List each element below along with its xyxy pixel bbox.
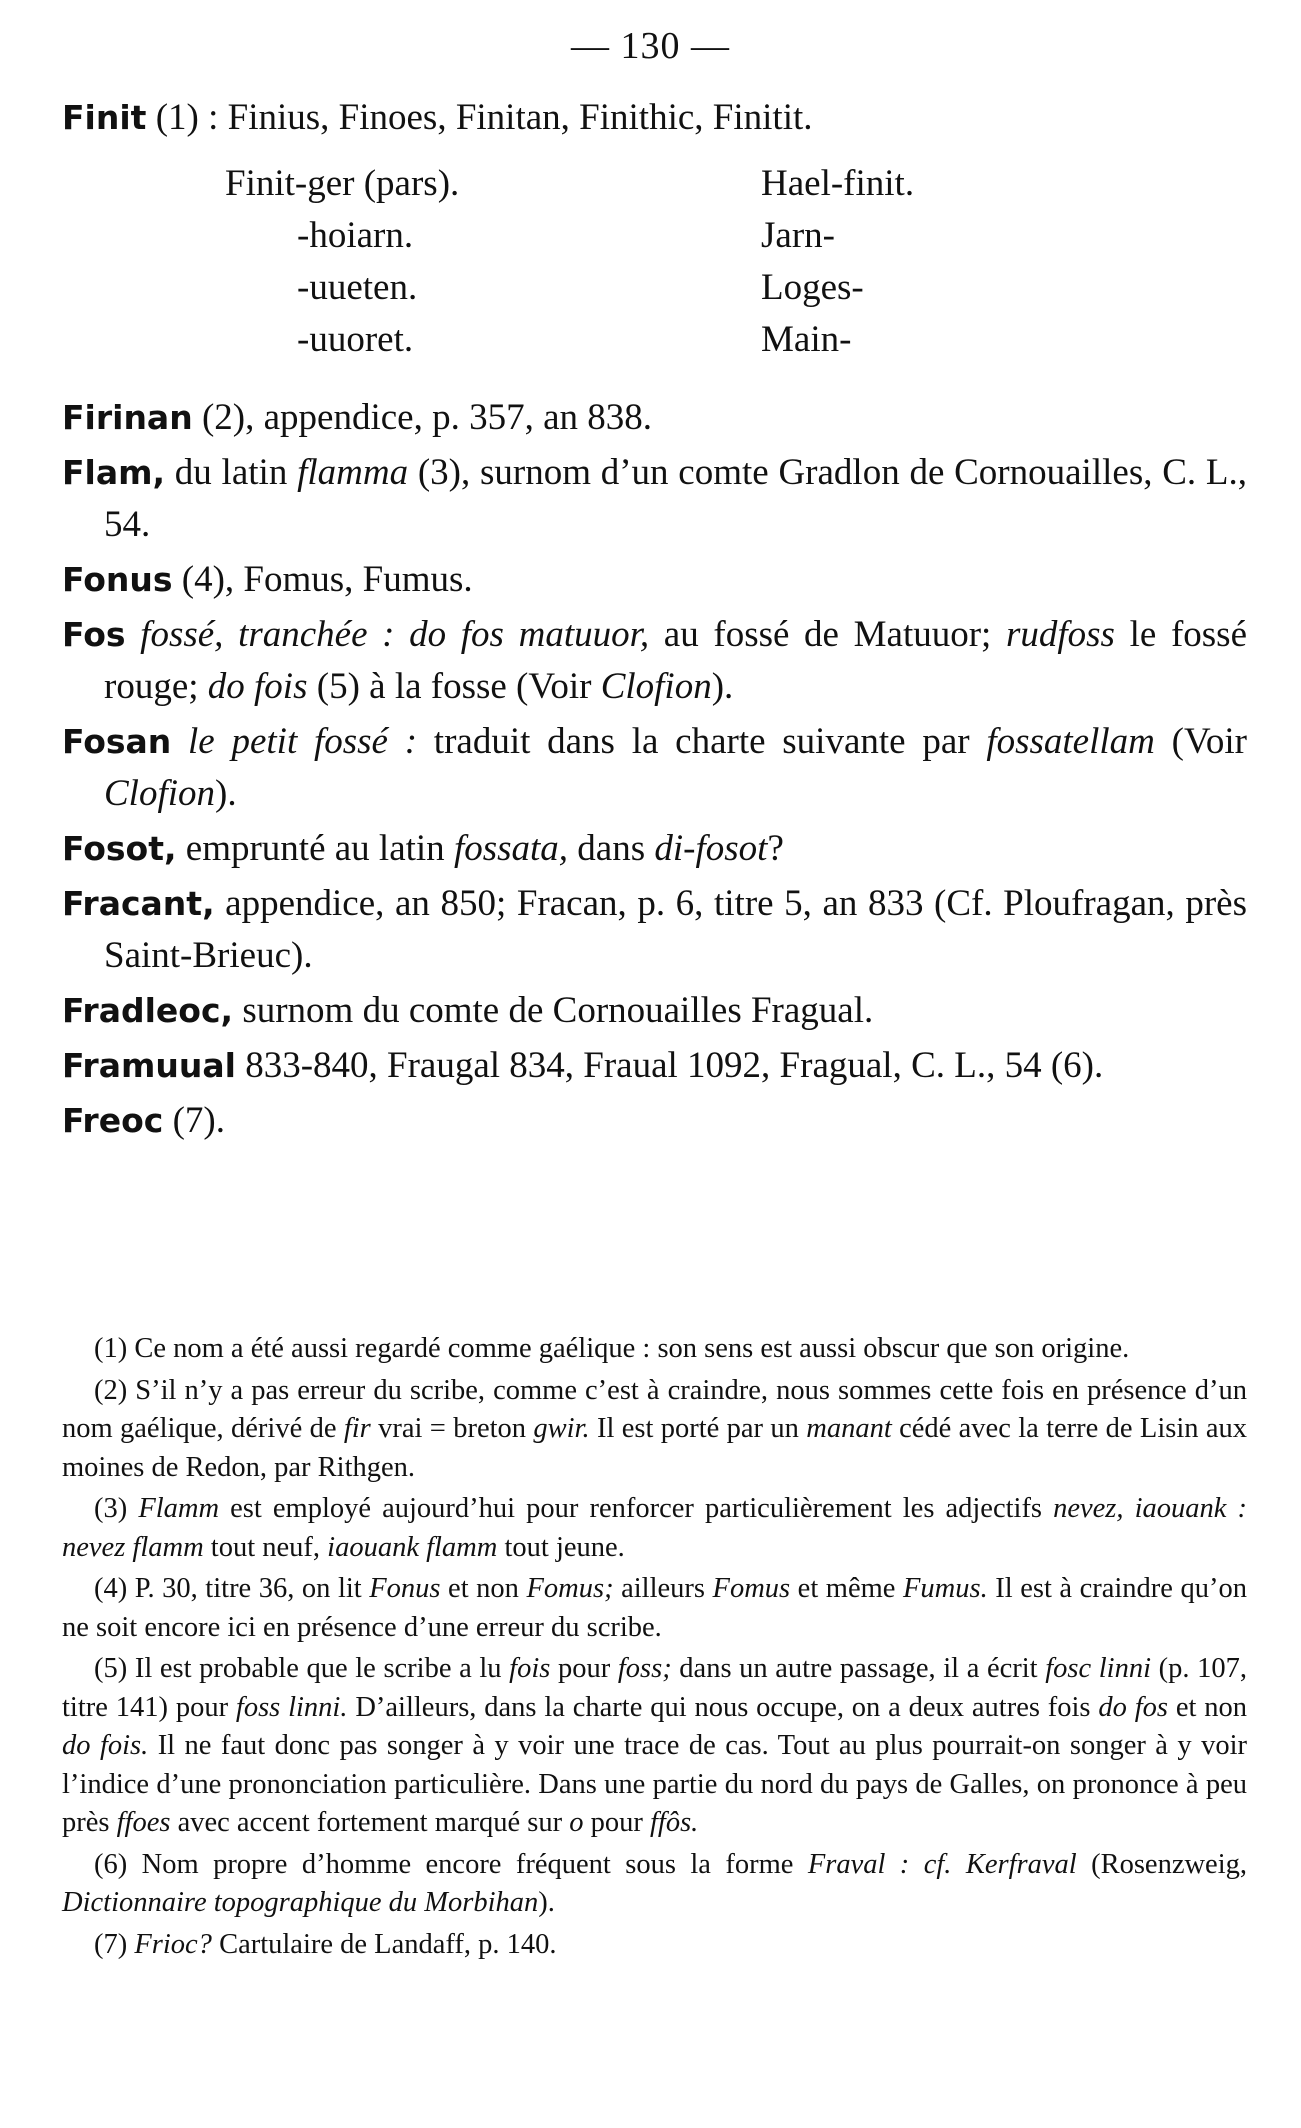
footnote-1 bbox=[62, 1330, 1247, 1369]
entry-italic: di-fosot bbox=[654, 828, 768, 869]
footnote-2 bbox=[62, 1372, 1247, 1488]
entry-fracant bbox=[62, 878, 1247, 982]
entry-text: (5) à la fosse (Voir bbox=[307, 666, 601, 707]
footnote-text: Il ne faut donc pas songer à y voir une trace de cas. Tout au plus pourrait-on songer à y voir l’indice d’une prononciation particulière. Dans une partie du nord du pays de Galles, on prononce à peu près bbox=[62, 1730, 1247, 1838]
footnote-text: ailleurs bbox=[613, 1573, 713, 1604]
footnote-text: pour bbox=[583, 1807, 650, 1838]
footnote-text: cédé avec la terre de Lisin aux moines de Redon, par Rithgen. bbox=[62, 1413, 1247, 1483]
footnote-text: (5) Il est probable que le scribe a lu bbox=[94, 1653, 510, 1684]
headword: Firinan bbox=[62, 398, 193, 437]
footnote-italic: Fonus bbox=[369, 1573, 441, 1604]
footnote-text: avec accent fortement marqué sur bbox=[170, 1807, 570, 1838]
entry-finit bbox=[62, 92, 1247, 144]
footnote-6 bbox=[62, 1846, 1247, 1923]
entries bbox=[62, 92, 1247, 1150]
footnote-text: (p. 107, titre 141) pour bbox=[62, 1653, 1247, 1723]
compound: -uuoret. bbox=[297, 319, 414, 360]
headword: Framuual bbox=[62, 1046, 236, 1085]
footnote-italic: Fomus; bbox=[526, 1573, 614, 1604]
footnote-italic: do fois. bbox=[62, 1730, 149, 1761]
entry-text: dans bbox=[568, 828, 655, 869]
footnote-text: pour bbox=[550, 1653, 618, 1684]
footnote-italic: foss; bbox=[617, 1653, 672, 1684]
entry-italic: fossatellam bbox=[986, 721, 1155, 762]
headword: Finit bbox=[62, 98, 147, 137]
entry-text: (Voir bbox=[1154, 721, 1247, 762]
footnote-5 bbox=[62, 1650, 1247, 1843]
entry-text: appendice, an 850; Fracan, p. 6, titre 5, an 833 (Cf. Ploufragan, près Saint-Brieuc). bbox=[104, 883, 1247, 976]
entry-text: surnom du comte de Cornouailles Fragual. bbox=[233, 990, 874, 1031]
footnote-text: tout jeune. bbox=[497, 1531, 625, 1563]
entry-text: au fossé de Matuuor; bbox=[649, 614, 1006, 655]
headword: Fos bbox=[62, 615, 126, 654]
headword: Fonus bbox=[62, 560, 173, 599]
compounds-left bbox=[62, 158, 655, 366]
footnote-text: Il est à craindre qu’on ne soit encore ici en présence d’une erreur du scribe. bbox=[62, 1573, 1247, 1643]
footnote-text: et non bbox=[440, 1573, 527, 1604]
compounds-right bbox=[655, 158, 914, 366]
entry-text: (2), appendice, p. 357, an 838. bbox=[192, 397, 652, 438]
footnote-text: et non bbox=[1167, 1691, 1247, 1723]
page-number: — 130 — bbox=[571, 25, 730, 67]
footnote-text: tout neuf, bbox=[203, 1531, 328, 1563]
footnote-text: (6) Nom propre d’homme encore fréquent sous la forme bbox=[94, 1848, 808, 1880]
entry-text: ? bbox=[767, 828, 784, 869]
compound: Main- bbox=[761, 319, 852, 360]
footnote-italic: Fomus bbox=[712, 1573, 791, 1604]
footnote-italic: fois bbox=[509, 1653, 551, 1684]
entry-text: (4), Fomus, Fumus. bbox=[172, 559, 473, 600]
footnote-text: (Rosenzweig, bbox=[1076, 1848, 1247, 1880]
footnote-text: Il est porté par un bbox=[589, 1413, 807, 1444]
compound: -uueten. bbox=[297, 267, 418, 308]
footnote-italic: Fraval : cf. Kerfraval bbox=[807, 1848, 1077, 1880]
finit-compounds bbox=[62, 158, 1247, 366]
entry-text: 833-840, Fraugal 834, Fraual 1092, Fragual, C. L., 54 (6). bbox=[235, 1045, 1104, 1086]
entry-text: (3), surnom d’un comte Gradlon de Cornouailles, C. L., 54. bbox=[104, 452, 1247, 545]
footnote-italic: gwir. bbox=[533, 1413, 590, 1444]
entry-italic: Clofion bbox=[104, 773, 216, 814]
footnote-italic: iaouank flamm bbox=[327, 1531, 498, 1563]
entry-text: traduit dans la charte suivante par bbox=[417, 721, 987, 762]
entry-fonus bbox=[62, 554, 1247, 606]
compound: Hael-finit. bbox=[761, 163, 915, 204]
footnote-text: Cartulaire de Landaff, p. 140. bbox=[211, 1928, 557, 1960]
footnote-italic: manant bbox=[806, 1413, 892, 1444]
entry-italic: Clofion bbox=[600, 666, 712, 707]
headword: Freoc bbox=[62, 1101, 164, 1140]
entry-italic: rudfoss bbox=[1005, 614, 1115, 655]
entry-italic: flamma bbox=[297, 452, 409, 493]
headword: Flam, bbox=[62, 453, 166, 492]
entry-text: ). bbox=[215, 773, 237, 814]
footnote-text: est employé aujourd’hui pour renforcer particulièrement les adjectifs bbox=[219, 1493, 1054, 1524]
entry-italic: fossé, tranchée : do fos matuuor, bbox=[125, 614, 650, 655]
footnote-italic: ffoes bbox=[116, 1807, 171, 1838]
entry-framuual bbox=[62, 1040, 1247, 1092]
compound: Jarn- bbox=[761, 215, 835, 256]
footnote-text: et même bbox=[790, 1573, 903, 1604]
compound: -hoiarn. bbox=[297, 215, 414, 256]
footnotes bbox=[62, 1330, 1247, 1967]
footnote-text: ). bbox=[538, 1887, 555, 1918]
footnote-text: (7) bbox=[94, 1928, 135, 1960]
footnote-text: (2) S’il n’y a pas erreur du scribe, comme c’est à craindre, nous sommes cette fois en présence d’un nom gaélique, dérivé de bbox=[62, 1374, 1247, 1444]
entry-italic: fossata, bbox=[453, 828, 569, 869]
entry-firinan bbox=[62, 392, 1247, 444]
footnote-text: dans un autre passage, il a écrit bbox=[671, 1653, 1046, 1684]
compound: Loges- bbox=[761, 267, 864, 308]
entry-italic: do fois bbox=[207, 666, 308, 707]
footnote-text: (4) P. 30, titre 36, on lit bbox=[94, 1573, 370, 1604]
footnote-italic: nevez, iaouank : nevez flamm bbox=[62, 1493, 1247, 1563]
entry-flam bbox=[62, 447, 1247, 551]
headword: Fradleoc, bbox=[62, 991, 234, 1030]
footnote-italic: Frioc? bbox=[134, 1928, 212, 1960]
footnote-3 bbox=[62, 1490, 1247, 1567]
entry-text: (1) : Finius, Finoes, Finitan, Finithic, Finitit. bbox=[146, 97, 813, 138]
entry-text: du latin bbox=[165, 452, 298, 493]
footnote-italic: o bbox=[569, 1807, 584, 1838]
entry-text: (7). bbox=[163, 1100, 225, 1141]
entry-fradleoc bbox=[62, 985, 1247, 1037]
footnote-text: D’ailleurs, dans la charte qui nous occupe, on a deux autres fois bbox=[347, 1691, 1099, 1723]
entry-text: le fossé rouge; bbox=[104, 614, 1248, 707]
footnote-text: vrai = breton bbox=[370, 1413, 534, 1444]
footnote-text: (1) Ce nom a été aussi regardé comme gaélique : son sens est aussi obscur que son origine. bbox=[94, 1333, 1130, 1364]
footnote-text: (3) bbox=[94, 1493, 139, 1524]
footnote-italic: Dictionnaire topographique du Morbihan bbox=[62, 1887, 539, 1918]
entry-freoc bbox=[62, 1095, 1247, 1147]
footnote-7 bbox=[62, 1926, 1247, 1965]
entry-text: emprunté au latin bbox=[176, 828, 454, 869]
footnote-italic: fir bbox=[343, 1413, 371, 1444]
entry-text: ). bbox=[711, 666, 734, 707]
entry-fos bbox=[62, 609, 1247, 713]
headword: Fracant, bbox=[62, 884, 215, 923]
footnote-italic: do fos bbox=[1098, 1691, 1168, 1723]
entry-fosan bbox=[62, 716, 1247, 820]
entry-fosot bbox=[62, 823, 1247, 875]
footnote-italic: Fumus. bbox=[902, 1573, 988, 1604]
headword: Fosan bbox=[62, 722, 172, 761]
footnote-italic: foss linni. bbox=[235, 1691, 348, 1723]
footnote-italic: fosc linni bbox=[1045, 1653, 1152, 1684]
footnote-italic: Flamm bbox=[138, 1493, 220, 1524]
footnote-4 bbox=[62, 1570, 1247, 1647]
footnote-italic: ffôs. bbox=[649, 1807, 699, 1838]
entry-italic: le petit fossé : bbox=[171, 721, 418, 762]
headword: Fosot, bbox=[62, 829, 177, 868]
compound: Finit-ger (pars). bbox=[225, 163, 460, 204]
